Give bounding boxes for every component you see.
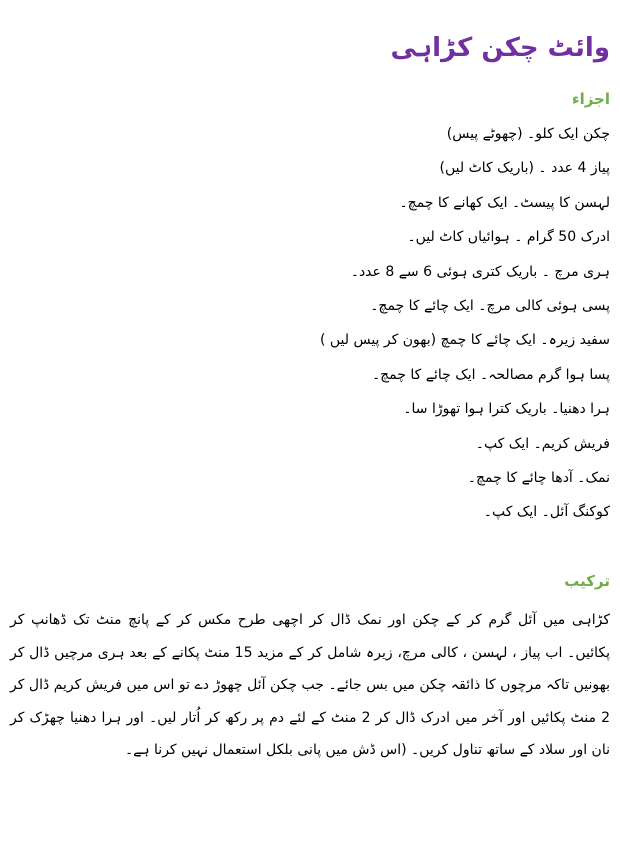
ingredient-item: فریش کریم۔ ایک کپ۔ [475, 435, 610, 452]
ingredient-item: ادرک 50 گرام ۔ ہوائیاں کاٹ لیں۔ [407, 229, 610, 246]
ingredients-heading: اجزاء [571, 90, 610, 108]
recipe-title: وائٹ چکن کڑاہی [390, 33, 610, 63]
method-heading: ترکیب [564, 572, 610, 590]
ingredient-item: پسی ہوئی کالی مرچ۔ ایک چائے کا چمچ۔ [370, 297, 610, 314]
ingredient-item: چکن ایک کلو۔ (چھوٹے پیس) [446, 126, 610, 142]
ingredient-item: ہری مرچ ۔ باریک کتری ہوئی 6 سے 8 عدد۔ [350, 263, 610, 280]
ingredient-item: لہسن کا پیسٹ۔ ایک کھانے کا چمچ۔ [399, 194, 610, 211]
ingredient-list [320, 122, 610, 535]
ingredient-item: نمک۔ آدھا چائے کا چمچ۔ [467, 469, 610, 486]
ingredient-item: پیاز 4 عدد ۔ (باریک کاٹ لیں) [439, 160, 610, 177]
ingredient-item: سفید زیرہ۔ ایک چائے کا چمچ (بھون کر پیس لیں ) [319, 332, 610, 349]
ingredient-item: پسا ہوا گرم مصالحہ۔ ایک چائے کا چمچ۔ [371, 366, 610, 383]
ingredient-item: کوکنگ آئل۔ ایک کپ۔ [483, 504, 610, 521]
method-paragraph: کڑاہی میں آئل گرم کر کے چکن اور نمک ڈال کر اچھی طرح مکس کر کے پانچ منٹ تک ڈھانپ کر پکائیں۔ اب پیاز ، لہسن ، کالی مرچ، زیرہ شامل کر کے مزید 15 منٹ پکانے کے بعد ہری مرچیں ڈال کر بھونیں تاکہ مرچوں کا ذائقہ چکن میں بس جائے۔ جب چکن آئل چھوڑ دے تو اس میں فریش کریم ڈال کر 2 منٹ پکائیں اور آخر میں ادرک ڈال کر 2 منٹ کے لئے دم پر رکھ کر اُتار لیں۔ اور ہرا دھنیا چھڑک کر نان اور سلاد کے ساتھ تناول کریں۔ (اس ڈش میں پانی بلکل استعمال نہیں کرنا ہے۔ [10, 612, 611, 759]
ingredient-item: ہرا دھنیا۔ باریک کترا ہوا تھوڑا سا۔ [403, 401, 610, 418]
